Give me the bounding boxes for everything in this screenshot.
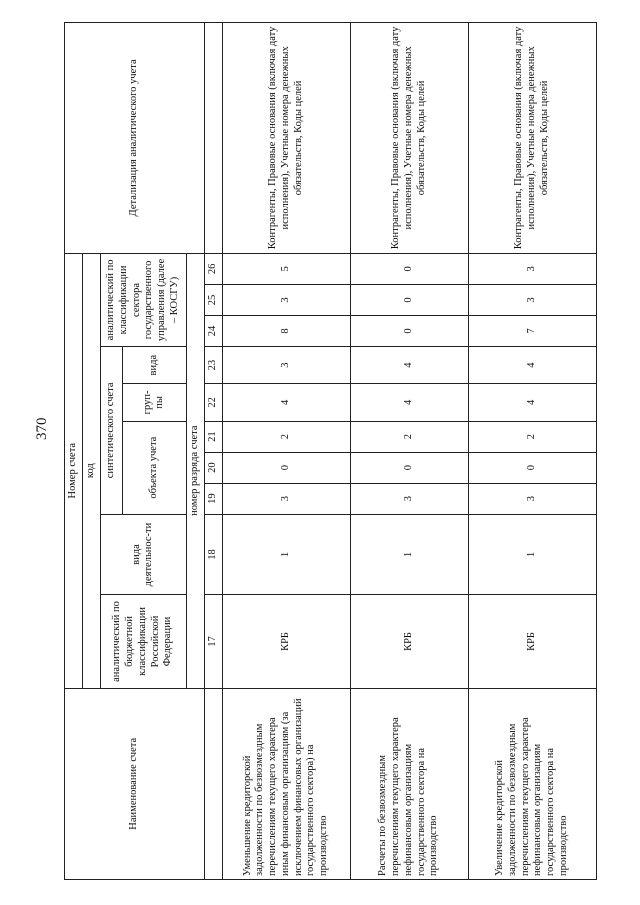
detail-text: Контрагенты, Правовые основания (включая дату исполнения), Учетные номера денежных обязательств, Коды целей [468, 23, 596, 254]
table-row [222, 23, 350, 880]
activity-code: 1 [222, 514, 350, 595]
header-detail: Детализация аналитического учета [65, 23, 205, 254]
digit-26: 26 [204, 253, 222, 284]
header-account-name: Наименование счета [65, 688, 205, 879]
kind-digit: 4 [350, 347, 468, 384]
header-kosgu: аналитический по классификации сектора государственного управления (далее – КОСГУ) [100, 253, 186, 346]
digit-21: 21 [204, 421, 222, 452]
analytic-code: КРБ [222, 595, 350, 688]
kind-digit: 4 [468, 347, 596, 384]
object-digit: 0 [350, 452, 468, 483]
object-digit: 0 [222, 452, 350, 483]
detail-text: Контрагенты, Правовые основания (включая дату исполнения), Учетные номера денежных обязательств, Коды целей [350, 23, 468, 254]
digit-23: 23 [204, 347, 222, 384]
digit-19: 19 [204, 483, 222, 514]
header-group: груп-пы [122, 384, 186, 421]
object-digit: 3 [222, 483, 350, 514]
kosgu-digit: 5 [222, 253, 350, 284]
kosgu-digit: 7 [468, 316, 596, 347]
header-activity-type: вида деятельнос-ти [100, 514, 186, 595]
accounts-table [64, 22, 597, 880]
header-kind: вида [122, 347, 186, 384]
digit-22: 22 [204, 384, 222, 421]
kosgu-digit: 3 [222, 284, 350, 315]
digit-17: 17 [204, 595, 222, 688]
account-name: Уменьшение кредиторской задолженности по безвозмездным перечислениям текущего характера иным финансовым организациям (за исключением финансовых организаций государственного сектора) на производство [222, 688, 350, 879]
object-digit: 3 [350, 483, 468, 514]
kosgu-digit: 3 [468, 284, 596, 315]
object-digit: 2 [222, 421, 350, 452]
rotated-table-container [64, 22, 594, 880]
header-object: объекта учета [122, 421, 186, 514]
group-digit: 4 [468, 384, 596, 421]
table-row [468, 23, 596, 880]
account-name: Увеличение кредиторской задолженности по безвозмездным перечислениям текущего характера нефинансовым организациям государственного сектора на производство [468, 688, 596, 879]
kosgu-digit: 0 [350, 253, 468, 284]
activity-code: 1 [350, 514, 468, 595]
analytic-code: КРБ [350, 595, 468, 688]
header-code: код [83, 253, 101, 688]
header-analytic-budget: аналитический по бюджетной классификации Российской Федерации [100, 595, 186, 688]
account-name: Расчеты по безвозмездным перечислениям текущего характера нефинансовым организациям государственного сектора на производство [350, 688, 468, 879]
blank-cell [204, 688, 222, 879]
table-row [350, 23, 468, 880]
digit-24: 24 [204, 316, 222, 347]
kosgu-digit: 0 [350, 316, 468, 347]
kind-digit: 3 [222, 347, 350, 384]
group-digit: 4 [350, 384, 468, 421]
object-digit: 2 [468, 421, 596, 452]
object-digit: 2 [350, 421, 468, 452]
group-digit: 4 [222, 384, 350, 421]
header-digit-number: номер разряда счета [186, 253, 204, 688]
digit-25: 25 [204, 284, 222, 315]
blank-cell [204, 23, 222, 254]
activity-code: 1 [468, 514, 596, 595]
digit-18: 18 [204, 514, 222, 595]
analytic-code: КРБ [468, 595, 596, 688]
digit-20: 20 [204, 452, 222, 483]
page-number: 370 [34, 417, 50, 440]
header-account-number: Номер счета [65, 253, 83, 688]
kosgu-digit: 3 [468, 253, 596, 284]
kosgu-digit: 8 [222, 316, 350, 347]
detail-text: Контрагенты, Правовые основания (включая дату исполнения), Учетные номера денежных обязательств, Коды целей [222, 23, 350, 254]
object-digit: 0 [468, 452, 596, 483]
header-synthetic: синтетического счета [100, 347, 122, 515]
kosgu-digit: 0 [350, 284, 468, 315]
object-digit: 3 [468, 483, 596, 514]
